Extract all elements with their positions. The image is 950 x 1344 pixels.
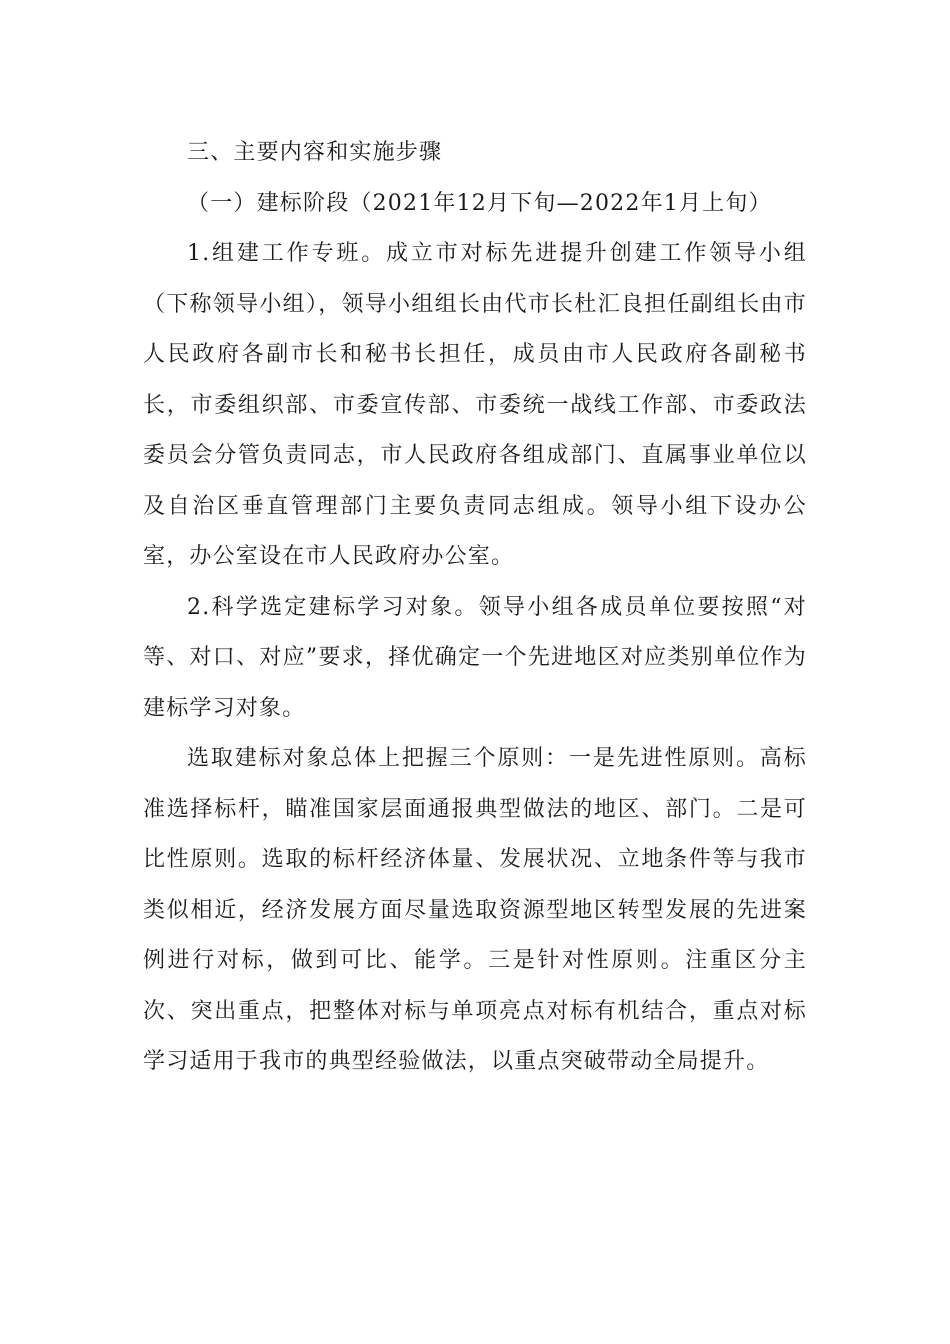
section-heading: 三、主要内容和实施步骤 xyxy=(187,140,443,165)
paragraph-form-task-force: 1.组建工作专班。成立市对标先进提升创建工作领导小组（下称领导小组），领导小组组长由代市长杜汇良担任副组长由市人民政府各副市长和秘书长担任，成员由市人民政府各副秘书长，市委组织部、市委宣传部、市委统一战线工作部、市委政法委员会分管负责同志，市人民政府各组成部门、直属事业单位以及自治区垂直管理部门主要负责同志组成。领导小组下设办公室，办公室设在市人民政府办公室。 xyxy=(143,241,807,569)
paragraph-select-benchmark: 2.科学选定建标学习对象。领导小组各成员单位要按照“对等、对口、对应”要求，择优确定一个先进地区对应类别单位作为建标学习对象。 xyxy=(143,594,807,721)
paragraph-selection-principles: 选取建标对象总体上把握三个原则：一是先进性原则。高标准选择标杆，瞄准国家层面通报典型做法的地区、部门。二是可比性原则。选取的标杆经济体量、发展状况、立地条件等与我市类似相近，经济发展方面尽量选取资源型地区转型发展的先进案例进行对标，做到可比、能学。三是针对性原则。注重区分主次、突出重点，把整体对标与单项亮点对标有机结合，重点对标学习适用于我市的典型经验做法，以重点突破带动全局提升。 xyxy=(143,746,807,1074)
document-body xyxy=(143,128,807,1088)
sub-heading: （一）建标阶段（2021年12月下旬—2022年1月上旬） xyxy=(187,190,772,216)
